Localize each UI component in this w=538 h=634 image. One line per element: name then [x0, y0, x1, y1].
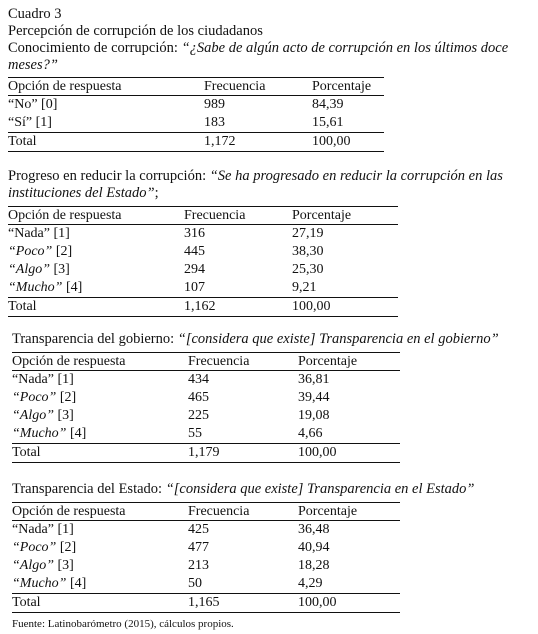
percent-cell: 27,19	[292, 226, 324, 241]
frequency-cell: 316	[184, 226, 205, 241]
section-heading-label: Transparencia del Estado:	[12, 481, 166, 497]
percent-cell: 84,39	[312, 97, 344, 112]
table-row	[12, 539, 400, 557]
option-code: [1]	[57, 522, 74, 537]
option-code: [1]	[57, 372, 74, 387]
section-question: “[considera que existe] Transparencia en el Estado”	[165, 481, 475, 497]
option-italic: “Poco”	[12, 390, 57, 405]
option-cell	[12, 557, 188, 575]
percent-cell: 38,30	[292, 244, 324, 259]
frequency-cell: 434	[188, 372, 209, 387]
total-percent: 100,00	[298, 595, 337, 610]
table-progreso	[8, 206, 398, 317]
column-header: Porcentaje	[298, 354, 358, 369]
total-frequency: 1,165	[188, 595, 220, 610]
table-row	[8, 243, 398, 261]
frequency-cell: 183	[204, 115, 225, 130]
option-cell	[8, 279, 184, 298]
option-cell	[12, 539, 188, 557]
table-row	[8, 225, 398, 244]
frequency-cell: 465	[188, 390, 209, 405]
percent-cell: 4,29	[298, 576, 323, 591]
column-header: Porcentaje	[292, 208, 352, 223]
option-code: [2]	[56, 390, 77, 405]
percent-cell: 40,94	[298, 540, 330, 555]
option-italic: “Mucho”	[8, 280, 63, 295]
frequency-cell: 294	[184, 262, 205, 277]
section-heading-label: Progreso en reducir la corrupción:	[8, 168, 210, 184]
option-cell	[12, 389, 188, 407]
table-row	[8, 114, 384, 133]
table-row	[12, 389, 400, 407]
table-total-row	[8, 298, 398, 317]
section-heading-progreso	[8, 168, 530, 202]
table-row	[12, 575, 400, 594]
option-code: [4]	[62, 280, 83, 295]
percent-cell: 4,66	[298, 426, 323, 441]
table-row	[12, 425, 400, 444]
option-italic: “Poco”	[8, 244, 53, 259]
option-code: [3]	[54, 558, 74, 573]
option-cell	[12, 371, 188, 390]
section-heading-gobierno	[12, 331, 499, 348]
option-code: [3]	[54, 408, 74, 423]
frequency-cell: 213	[188, 558, 209, 573]
section-heading-label: Transparencia del gobierno:	[12, 331, 178, 347]
caption-label: Cuadro 3	[8, 6, 62, 22]
option-italic: “Algo”	[12, 408, 55, 423]
table-total-row	[12, 594, 400, 613]
option-text: “Nada”	[12, 372, 58, 387]
section-heading-conocimiento	[8, 40, 530, 74]
table-row	[8, 96, 384, 115]
column-header: Opción de respuesta	[12, 354, 126, 369]
option-cell	[8, 261, 184, 279]
source-note: Fuente: Latinobarómetro (2015), cálculos propios.	[12, 618, 234, 630]
option-italic: “Algo”	[12, 558, 55, 573]
frequency-cell: 445	[184, 244, 205, 259]
option-italic: “Poco”	[12, 540, 57, 555]
option-text: “Nada”	[8, 226, 54, 241]
column-header: Opción de respuesta	[8, 208, 122, 223]
option-cell	[8, 243, 184, 261]
total-frequency: 1,179	[188, 445, 220, 460]
percent-cell: 25,30	[292, 262, 324, 277]
percent-cell: 15,61	[312, 115, 344, 130]
percent-cell: 19,08	[298, 408, 330, 423]
option-cell	[12, 425, 188, 444]
section-question: “[considera que existe] Transparencia en el gobierno”	[177, 331, 499, 347]
total-percent: 100,00	[292, 299, 331, 314]
frequency-cell: 107	[184, 280, 205, 295]
section-question: “Se ha progresado en reducir la corrupción en las instituciones del Estado”	[8, 168, 503, 201]
option-code: [2]	[56, 540, 77, 555]
section-heading-estado	[12, 481, 474, 498]
option-cell	[12, 521, 188, 540]
column-header: Frecuencia	[204, 79, 266, 94]
option-italic: “Mucho”	[12, 576, 67, 591]
frequency-cell: 477	[188, 540, 209, 555]
table-conocimiento	[8, 77, 384, 152]
table-gobierno	[12, 352, 400, 463]
percent-cell: 36,48	[298, 522, 330, 537]
total-label: Total	[12, 595, 41, 610]
frequency-cell: 425	[188, 522, 209, 537]
table-total-row	[8, 133, 384, 152]
table-row	[12, 371, 400, 390]
table-row	[8, 279, 398, 298]
total-frequency: 1,162	[184, 299, 216, 314]
option-cell	[12, 575, 188, 594]
table-header-row	[8, 207, 398, 225]
caption-subtitle: Percepción de corrupción de los ciudadanos	[8, 23, 263, 39]
frequency-cell: 50	[188, 576, 202, 591]
table-estado	[12, 502, 400, 613]
option-text: “Nada”	[12, 522, 58, 537]
total-percent: 100,00	[312, 134, 351, 149]
option-code: [2]	[52, 244, 73, 259]
percent-cell: 18,28	[298, 558, 330, 573]
option-code: [4]	[66, 576, 87, 591]
table-row	[12, 521, 400, 540]
section-question: “¿Sabe de algún acto de corrupción en los últimos doce meses?”	[8, 40, 509, 73]
table-total-row	[12, 444, 400, 463]
column-header: Frecuencia	[184, 208, 246, 223]
option-cell	[12, 407, 188, 425]
column-header: Opción de respuesta	[8, 79, 122, 94]
frequency-cell: 225	[188, 408, 209, 423]
option-code: [4]	[66, 426, 87, 441]
total-label: Total	[8, 134, 37, 149]
option-italic: “Algo”	[8, 262, 51, 277]
percent-cell: 39,44	[298, 390, 330, 405]
total-frequency: 1,172	[204, 134, 236, 149]
table-row	[12, 557, 400, 575]
column-header: Frecuencia	[188, 504, 250, 519]
column-header: Porcentaje	[312, 79, 372, 94]
percent-cell: 9,21	[292, 280, 317, 295]
table-header-row	[12, 503, 400, 521]
table-row	[12, 407, 400, 425]
option-cell: “Sí” [1]	[8, 115, 52, 130]
column-header: Frecuencia	[188, 354, 250, 369]
table-caption	[8, 6, 536, 40]
table-header-row	[8, 78, 384, 96]
table-row	[8, 261, 398, 279]
option-cell: “No” [0]	[8, 97, 58, 112]
option-code: [1]	[53, 226, 70, 241]
frequency-cell: 989	[204, 97, 225, 112]
frequency-cell: 55	[188, 426, 202, 441]
section-heading-suffix: ;	[154, 185, 159, 201]
total-label: Total	[8, 299, 37, 314]
option-cell	[8, 225, 184, 244]
option-italic: “Mucho”	[12, 426, 67, 441]
table-header-row	[12, 353, 400, 371]
section-heading-label: Conocimiento de corrupción:	[8, 40, 182, 56]
total-percent: 100,00	[298, 445, 337, 460]
column-header: Porcentaje	[298, 504, 358, 519]
column-header: Opción de respuesta	[12, 504, 126, 519]
percent-cell: 36,81	[298, 372, 330, 387]
total-label: Total	[12, 445, 41, 460]
option-code: [3]	[50, 262, 70, 277]
